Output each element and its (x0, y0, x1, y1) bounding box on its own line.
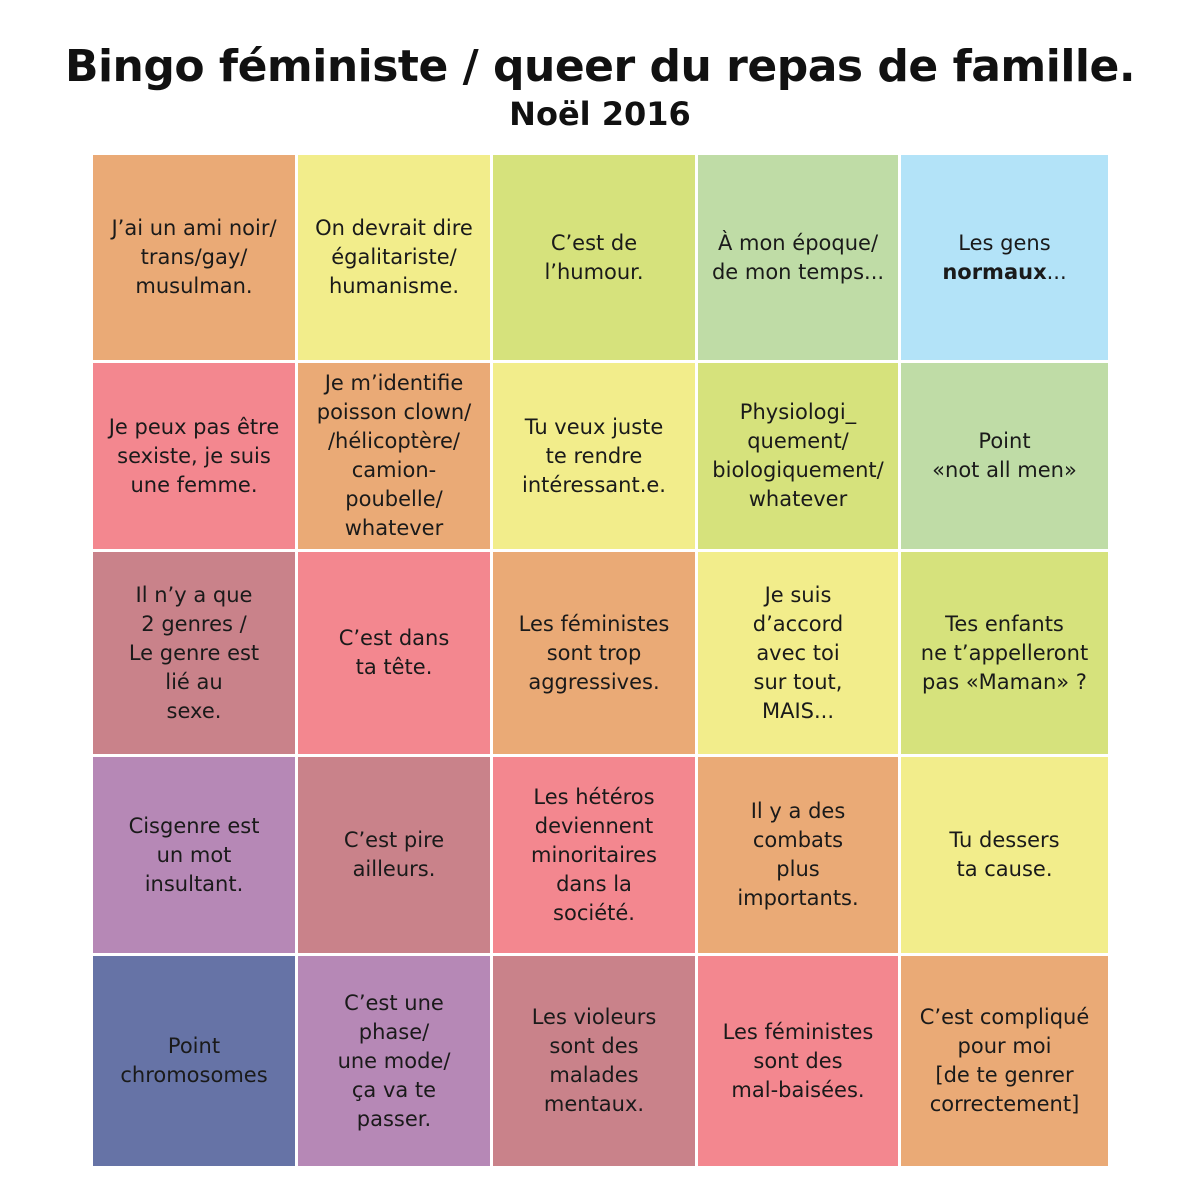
bingo-cell (298, 757, 490, 953)
bingo-cell (901, 956, 1108, 1166)
bingo-cell (298, 155, 490, 360)
bingo-cell-text: Il n’y a que 2 genres / Le genre est lié au sexe. (128, 582, 260, 723)
bingo-cell-text: Les féministes sont trop aggressives. (518, 611, 670, 694)
bingo-cell-text: C’est pire ailleurs. (343, 828, 445, 881)
bingo-cell (493, 956, 695, 1166)
bingo-cell (298, 552, 490, 754)
bingo-cell (493, 757, 695, 953)
bingo-cell-text: Je m’identifie poisson clown/ /hélicoptère/ camion-poubelle/ whatever (316, 371, 472, 540)
bingo-cell (698, 363, 898, 549)
bingo-cell-text: On devrait dire égalitariste/ humanisme. (315, 216, 473, 298)
bingo-cell (93, 552, 295, 754)
bingo-cell-text: C’est dans ta tête. (338, 626, 450, 679)
cell-text-prefix: Les gens (958, 230, 1051, 255)
bingo-grid (93, 155, 1106, 1169)
bingo-cell-text: J’ai un ami noir/ trans/gay/ musulman. (111, 216, 277, 298)
bingo-cell-text: À mon époque/ de mon temps... (711, 230, 885, 284)
page-title: Bingo féministe / queer du repas de famille. (64, 41, 1136, 92)
bingo-cell (901, 757, 1108, 953)
bingo-cell-text: Je suis d’accord avec toi sur tout, MAIS... (752, 582, 844, 723)
page-subtitle: Noël 2016 (509, 95, 691, 133)
bingo-cell-text: C’est compliqué pour moi [de te genrer correctement] (919, 1005, 1090, 1116)
bingo-cell-text: Tes enfants ne t’appelleront pas «Maman» ? (920, 611, 1089, 694)
bingo-cell-text: Les hétéros deviennent minoritaires dans la société. (531, 784, 657, 925)
bingo-cell (298, 363, 490, 549)
bingo-cell-text: Point «not all men» (932, 429, 1077, 482)
bingo-cell-text: Tu dessers ta cause. (949, 828, 1060, 881)
bingo-cell (901, 155, 1108, 360)
bingo-cell (93, 155, 295, 360)
bingo-cell (493, 363, 695, 549)
bingo-cell-text: Point chromosomes (120, 1034, 268, 1087)
bingo-cell-text: Les violeurs sont des malades mentaux. (531, 1005, 657, 1116)
bingo-cell (493, 155, 695, 360)
bingo-cell (298, 956, 490, 1166)
bingo-cell-text: Tu veux juste te rendre intéressant.e. (522, 414, 666, 497)
bingo-cell-text (942, 229, 1066, 287)
bingo-cell (493, 552, 695, 754)
bingo-cell (698, 757, 898, 953)
bingo-cell-text: Les féministes sont des mal-baisées. (722, 1019, 874, 1102)
cell-text-suffix: ... (1046, 259, 1067, 284)
bingo-cell (93, 757, 295, 953)
bingo-cell-text: C’est de l’humour. (544, 230, 644, 284)
bingo-cell (93, 956, 295, 1166)
bingo-cell-text: Je peux pas être sexiste, je suis une femme. (108, 414, 280, 497)
bingo-cell-text: Il y a des combats plus importants. (737, 799, 859, 910)
bingo-cell-text: Physiologi_ quement/ biologiquement/ whatever (712, 400, 884, 511)
bingo-cell-text: Cisgenre est un mot insultant. (128, 813, 260, 896)
bingo-cell (698, 956, 898, 1166)
cell-text-emphasis: normaux (942, 259, 1047, 284)
bingo-cell (698, 155, 898, 360)
bingo-cell (901, 363, 1108, 549)
bingo-cell (93, 363, 295, 549)
bingo-cell (901, 552, 1108, 754)
bingo-cell-text: C’est une phase/ une mode/ ça va te passer. (337, 990, 451, 1131)
bingo-cell (698, 552, 898, 754)
